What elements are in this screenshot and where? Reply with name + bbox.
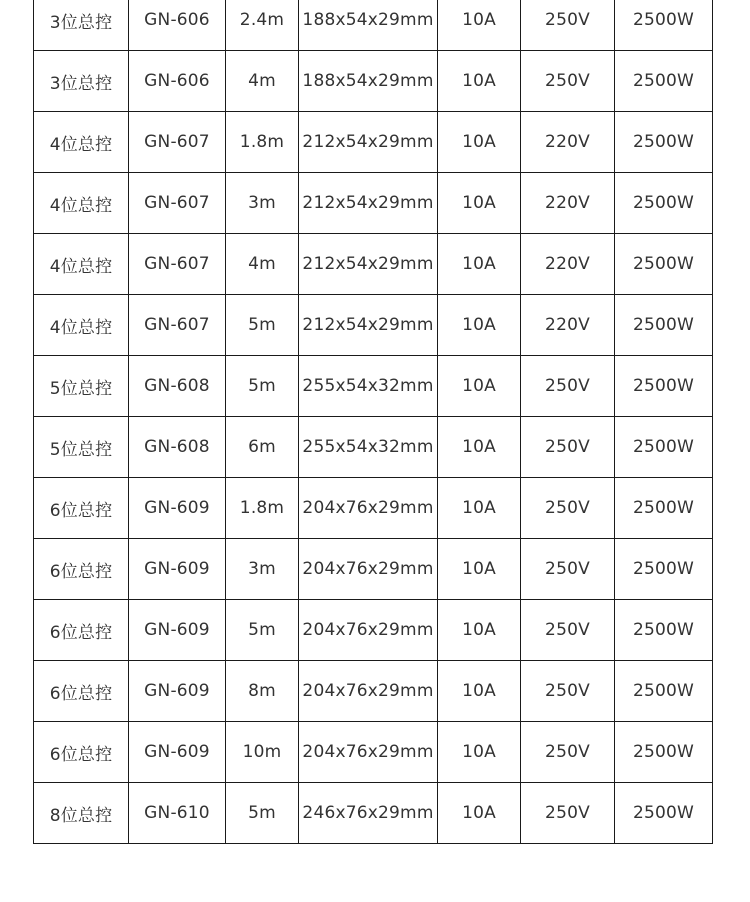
cell-model-code: GN-607 — [129, 112, 226, 173]
cell-model-code: GN-607 — [129, 173, 226, 234]
cell-cable-length: 1.8m — [226, 478, 299, 539]
cell-cable-length: 5m — [226, 295, 299, 356]
cell-model-code: GN-609 — [129, 600, 226, 661]
cell-model-code: GN-606 — [129, 51, 226, 112]
table-row — [34, 173, 713, 234]
cell-rated-power: 2500W — [615, 295, 713, 356]
cell-cable-length: 3m — [226, 173, 299, 234]
cell-model-name: 4位总控 — [34, 112, 129, 173]
cell-rated-power: 2500W — [615, 356, 713, 417]
cell-model-name: 5位总控 — [34, 356, 129, 417]
cell-rated-power: 2500W — [615, 112, 713, 173]
cell-rated-power: 2500W — [615, 539, 713, 600]
cell-rated-current: 10A — [438, 234, 521, 295]
spec-table-body — [34, 0, 713, 844]
table-row — [34, 51, 713, 112]
table-row — [34, 722, 713, 783]
cell-rated-voltage: 220V — [521, 295, 615, 356]
cell-cable-length: 5m — [226, 600, 299, 661]
cell-rated-power: 2500W — [615, 722, 713, 783]
cell-model-name: 4位总控 — [34, 173, 129, 234]
cell-dimensions: 212x54x29mm — [299, 295, 438, 356]
cell-model-name: 4位总控 — [34, 295, 129, 356]
cell-rated-current: 10A — [438, 539, 521, 600]
cell-rated-current: 10A — [438, 600, 521, 661]
cell-cable-length: 5m — [226, 783, 299, 844]
cell-rated-power: 2500W — [615, 478, 713, 539]
cell-rated-current: 10A — [438, 478, 521, 539]
table-row — [34, 539, 713, 600]
cell-model-code: GN-609 — [129, 722, 226, 783]
cell-rated-current: 10A — [438, 173, 521, 234]
cell-dimensions: 212x54x29mm — [299, 112, 438, 173]
cell-rated-current: 10A — [438, 51, 521, 112]
cell-model-code: GN-609 — [129, 539, 226, 600]
cell-rated-current: 10A — [438, 722, 521, 783]
cell-dimensions: 204x76x29mm — [299, 478, 438, 539]
cell-model-name: 6位总控 — [34, 539, 129, 600]
cell-rated-voltage: 250V — [521, 661, 615, 722]
cell-dimensions: 204x76x29mm — [299, 722, 438, 783]
cell-model-code: GN-606 — [129, 0, 226, 51]
cell-rated-voltage: 250V — [521, 783, 615, 844]
cell-model-code: GN-607 — [129, 234, 226, 295]
table-row — [34, 234, 713, 295]
cell-rated-voltage: 250V — [521, 51, 615, 112]
cell-cable-length: 4m — [226, 51, 299, 112]
cell-rated-current: 10A — [438, 356, 521, 417]
cell-model-name: 4位总控 — [34, 234, 129, 295]
cell-model-code: GN-609 — [129, 478, 226, 539]
cell-cable-length: 6m — [226, 417, 299, 478]
cell-model-name: 6位总控 — [34, 722, 129, 783]
cell-rated-current: 10A — [438, 661, 521, 722]
table-row — [34, 600, 713, 661]
cell-rated-voltage: 250V — [521, 478, 615, 539]
cell-model-name: 6位总控 — [34, 661, 129, 722]
table-row — [34, 0, 713, 51]
cell-rated-power: 2500W — [615, 51, 713, 112]
cell-rated-power: 2500W — [615, 661, 713, 722]
cell-model-name: 6位总控 — [34, 600, 129, 661]
cell-rated-current: 10A — [438, 295, 521, 356]
cell-model-code: GN-609 — [129, 661, 226, 722]
cell-cable-length: 3m — [226, 539, 299, 600]
cell-rated-power: 2500W — [615, 0, 713, 51]
cell-rated-power: 2500W — [615, 173, 713, 234]
cell-rated-power: 2500W — [615, 234, 713, 295]
cell-dimensions: 188x54x29mm — [299, 51, 438, 112]
cell-rated-current: 10A — [438, 0, 521, 51]
cell-dimensions: 255x54x32mm — [299, 417, 438, 478]
cell-model-name: 3位总控 — [34, 0, 129, 51]
cell-rated-power: 2500W — [615, 783, 713, 844]
cell-model-code: GN-608 — [129, 417, 226, 478]
cell-dimensions: 246x76x29mm — [299, 783, 438, 844]
cell-dimensions: 188x54x29mm — [299, 0, 438, 51]
table-row — [34, 783, 713, 844]
cell-rated-voltage: 220V — [521, 234, 615, 295]
cell-model-code: GN-610 — [129, 783, 226, 844]
table-row — [34, 295, 713, 356]
cell-dimensions: 204x76x29mm — [299, 539, 438, 600]
cell-rated-voltage: 250V — [521, 539, 615, 600]
cell-rated-current: 10A — [438, 112, 521, 173]
cell-model-code: GN-608 — [129, 356, 226, 417]
table-row — [34, 112, 713, 173]
cell-rated-voltage: 250V — [521, 0, 615, 51]
cell-rated-power: 2500W — [615, 417, 713, 478]
cell-rated-voltage: 250V — [521, 417, 615, 478]
table-row — [34, 417, 713, 478]
cell-cable-length: 5m — [226, 356, 299, 417]
cell-model-name: 6位总控 — [34, 478, 129, 539]
cell-cable-length: 4m — [226, 234, 299, 295]
cell-rated-current: 10A — [438, 783, 521, 844]
cell-cable-length: 2.4m — [226, 0, 299, 51]
cell-dimensions: 204x76x29mm — [299, 600, 438, 661]
table-row — [34, 356, 713, 417]
cell-dimensions: 212x54x29mm — [299, 173, 438, 234]
cell-dimensions: 204x76x29mm — [299, 661, 438, 722]
cell-model-name: 3位总控 — [34, 51, 129, 112]
cell-model-code: GN-607 — [129, 295, 226, 356]
cell-rated-voltage: 250V — [521, 600, 615, 661]
cell-rated-power: 2500W — [615, 600, 713, 661]
table-row — [34, 661, 713, 722]
table-row — [34, 478, 713, 539]
cell-rated-voltage: 250V — [521, 722, 615, 783]
cell-dimensions: 212x54x29mm — [299, 234, 438, 295]
cell-rated-voltage: 250V — [521, 356, 615, 417]
cell-dimensions: 255x54x32mm — [299, 356, 438, 417]
cell-cable-length: 8m — [226, 661, 299, 722]
cell-model-name: 8位总控 — [34, 783, 129, 844]
spec-table — [33, 0, 713, 844]
cell-rated-current: 10A — [438, 417, 521, 478]
cell-cable-length: 10m — [226, 722, 299, 783]
cell-rated-voltage: 220V — [521, 112, 615, 173]
cell-rated-voltage: 220V — [521, 173, 615, 234]
cell-model-name: 5位总控 — [34, 417, 129, 478]
cell-cable-length: 1.8m — [226, 112, 299, 173]
